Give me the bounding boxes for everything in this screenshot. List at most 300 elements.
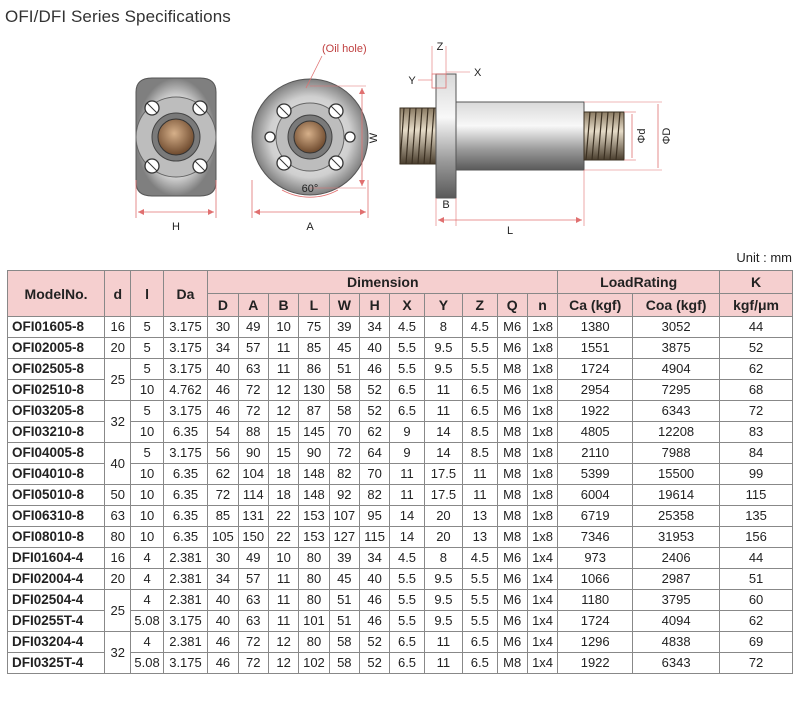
- table-row: [8, 317, 793, 338]
- header-ca: Ca (kgf): [558, 294, 633, 317]
- cell-dim: M6: [497, 632, 527, 653]
- cell-dim: 46: [359, 590, 389, 611]
- header-da: Da: [163, 271, 208, 317]
- cell-dim: 34: [208, 338, 238, 359]
- cell-dim: 80: [299, 569, 329, 590]
- cell-ca: 1296: [558, 632, 633, 653]
- cell-dim: 1x4: [527, 569, 557, 590]
- cell-k: 60: [720, 590, 793, 611]
- cell-dim: 10: [268, 317, 298, 338]
- cell-d: 32: [105, 632, 131, 674]
- cell-coa: 7988: [633, 443, 720, 464]
- cell-dim: 46: [359, 611, 389, 632]
- cell-l: 5.08: [131, 611, 163, 632]
- cell-dim: 148: [299, 485, 329, 506]
- cell-dim: 102: [299, 653, 329, 674]
- cell-ca: 1724: [558, 611, 633, 632]
- cell-dim: 17.5: [424, 464, 462, 485]
- cell-da: 6.35: [163, 422, 208, 443]
- cell-dim: 6.5: [390, 380, 424, 401]
- cell-dim: 54: [208, 422, 238, 443]
- cell-dim: 1x8: [527, 380, 557, 401]
- cell-dim: 5.5: [390, 590, 424, 611]
- cell-dim: 90: [299, 443, 329, 464]
- header-model: ModelNo.: [8, 271, 105, 317]
- cell-dim: M8: [497, 506, 527, 527]
- cell-dim: 40: [359, 569, 389, 590]
- cell-dim: 13: [463, 506, 497, 527]
- cell-k: 62: [720, 611, 793, 632]
- cell-d: 25: [105, 590, 131, 632]
- cell-dim: 1x8: [527, 464, 557, 485]
- header-dim-q: Q: [497, 294, 527, 317]
- cell-coa: 4904: [633, 359, 720, 380]
- side-profile-view: [400, 41, 673, 237]
- table-row: [8, 401, 793, 422]
- cell-dim: 6.5: [463, 653, 497, 674]
- cell-dim: 22: [268, 506, 298, 527]
- cell-dim: 14: [424, 443, 462, 464]
- flange-view-round: [252, 43, 380, 233]
- cell-d: 25: [105, 359, 131, 401]
- cell-k: 69: [720, 632, 793, 653]
- cell-model: OFI03205-8: [8, 401, 105, 422]
- cell-dim: 1x8: [527, 422, 557, 443]
- cell-dim: 11: [463, 485, 497, 506]
- cell-dim: 30: [208, 548, 238, 569]
- cell-coa: 25358: [633, 506, 720, 527]
- cell-k: 72: [720, 653, 793, 674]
- cell-k: 51: [720, 569, 793, 590]
- oil-hole-label: (Oil hole): [322, 43, 367, 55]
- cell-dim: 1x8: [527, 527, 557, 548]
- cell-d: 63: [105, 506, 131, 527]
- cell-dim: 14: [424, 422, 462, 443]
- cell-coa: 15500: [633, 464, 720, 485]
- cell-dim: 131: [238, 506, 268, 527]
- cell-ca: 1551: [558, 338, 633, 359]
- cell-dim: 20: [424, 527, 462, 548]
- cell-dim: 52: [359, 401, 389, 422]
- cell-dim: 15: [268, 422, 298, 443]
- cell-dim: 4.5: [463, 548, 497, 569]
- header-dim-y: Y: [424, 294, 462, 317]
- cell-dim: 10: [268, 548, 298, 569]
- header-dim-n: n: [527, 294, 557, 317]
- cell-dim: 85: [299, 338, 329, 359]
- cell-ca: 1380: [558, 317, 633, 338]
- cell-model: OFI04005-8: [8, 443, 105, 464]
- header-dimension: Dimension: [208, 271, 558, 294]
- cell-dim: M6: [497, 338, 527, 359]
- cell-dim: 1x8: [527, 443, 557, 464]
- cell-dim: M6: [497, 380, 527, 401]
- cell-k: 135: [720, 506, 793, 527]
- cell-dim: 63: [238, 590, 268, 611]
- cell-dim: 4.5: [390, 317, 424, 338]
- page-title: OFI/DFI Series Specifications: [5, 7, 231, 26]
- header-dim-w: W: [329, 294, 359, 317]
- cell-dim: 72: [329, 443, 359, 464]
- cell-ca: 2954: [558, 380, 633, 401]
- cell-ca: 5399: [558, 464, 633, 485]
- cell-dim: 9.5: [424, 569, 462, 590]
- cell-da: 3.175: [163, 611, 208, 632]
- cell-dim: 70: [359, 464, 389, 485]
- cell-dim: 9: [390, 443, 424, 464]
- cell-model: DFI02004-4: [8, 569, 105, 590]
- cell-dim: 11: [268, 338, 298, 359]
- cell-dim: 6.5: [390, 401, 424, 422]
- cell-coa: 6343: [633, 653, 720, 674]
- cell-dim: 82: [359, 485, 389, 506]
- cell-d: 32: [105, 401, 131, 443]
- cell-dim: M6: [497, 317, 527, 338]
- cell-ca: 7346: [558, 527, 633, 548]
- cell-dim: 80: [299, 548, 329, 569]
- cell-dim: 72: [238, 632, 268, 653]
- cell-dim: 1x8: [527, 506, 557, 527]
- cell-dim: 1x4: [527, 548, 557, 569]
- header-dim-b: B: [268, 294, 298, 317]
- cell-ca: 1180: [558, 590, 633, 611]
- cell-model: OFI02510-8: [8, 380, 105, 401]
- cell-da: 3.175: [163, 401, 208, 422]
- cell-dim: 52: [359, 632, 389, 653]
- cell-dim: 148: [299, 464, 329, 485]
- cell-dim: 34: [359, 317, 389, 338]
- cell-dim: 11: [463, 464, 497, 485]
- cell-dim: 58: [329, 380, 359, 401]
- dim-label-a: A: [306, 221, 314, 233]
- cell-l: 4: [131, 569, 163, 590]
- angle-label: 60°: [301, 183, 319, 195]
- cell-dim: 51: [329, 359, 359, 380]
- cell-dim: 1x4: [527, 653, 557, 674]
- table-row: [8, 443, 793, 464]
- cell-l: 10: [131, 380, 163, 401]
- cell-dim: 11: [268, 359, 298, 380]
- cell-dim: 57: [238, 569, 268, 590]
- cell-dim: 39: [329, 317, 359, 338]
- cell-dim: 82: [329, 464, 359, 485]
- header-dim-d: D: [208, 294, 238, 317]
- cell-dim: 11: [424, 380, 462, 401]
- cell-l: 5.08: [131, 653, 163, 674]
- cell-dim: 45: [329, 569, 359, 590]
- cell-dim: 58: [329, 653, 359, 674]
- spec-table: [7, 270, 793, 674]
- cell-dim: M6: [497, 548, 527, 569]
- cell-dim: 11: [268, 611, 298, 632]
- cell-d: 16: [105, 548, 131, 569]
- dim-label-dd: Φd: [636, 128, 648, 144]
- cell-l: 4: [131, 548, 163, 569]
- cell-ca: 1724: [558, 359, 633, 380]
- cell-coa: 12208: [633, 422, 720, 443]
- table-row: [8, 485, 793, 506]
- cell-dim: 22: [268, 527, 298, 548]
- cell-coa: 3052: [633, 317, 720, 338]
- spec-table-body: [8, 317, 793, 674]
- cell-dim: 6.5: [390, 632, 424, 653]
- dim-label-w: W: [368, 132, 380, 144]
- cell-d: 80: [105, 527, 131, 548]
- cell-model: OFI02005-8: [8, 338, 105, 359]
- cell-dim: M8: [497, 359, 527, 380]
- header-dim-h: H: [359, 294, 389, 317]
- cell-dim: M8: [497, 527, 527, 548]
- cell-d: 40: [105, 443, 131, 485]
- table-row: [8, 506, 793, 527]
- cell-dim: 11: [424, 632, 462, 653]
- dim-label-l: L: [506, 225, 514, 237]
- header-dim-z: Z: [463, 294, 497, 317]
- cell-model: OFI02505-8: [8, 359, 105, 380]
- cell-dim: 62: [208, 464, 238, 485]
- cell-dim: 5.5: [463, 611, 497, 632]
- table-row: [8, 338, 793, 359]
- cell-coa: 19614: [633, 485, 720, 506]
- cell-dim: 15: [268, 443, 298, 464]
- cell-dim: 18: [268, 464, 298, 485]
- cell-coa: 4838: [633, 632, 720, 653]
- cell-dim: 11: [424, 653, 462, 674]
- cell-model: DFI02504-4: [8, 590, 105, 611]
- header-l: l: [131, 271, 163, 317]
- cell-dim: 11: [268, 569, 298, 590]
- header-coa: Coa (kgf): [633, 294, 720, 317]
- cell-da: 6.35: [163, 527, 208, 548]
- cell-ca: 6004: [558, 485, 633, 506]
- cell-da: 2.381: [163, 569, 208, 590]
- cell-dim: 46: [359, 359, 389, 380]
- cell-dim: 72: [208, 485, 238, 506]
- cell-da: 2.381: [163, 590, 208, 611]
- cell-coa: 3875: [633, 338, 720, 359]
- header-dim-l: L: [299, 294, 329, 317]
- table-row: [8, 569, 793, 590]
- cell-dim: 57: [238, 338, 268, 359]
- cell-dim: 40: [208, 590, 238, 611]
- cell-dim: 9.5: [424, 611, 462, 632]
- cell-d: 20: [105, 338, 131, 359]
- cell-coa: 2987: [633, 569, 720, 590]
- cell-dim: 8: [424, 317, 462, 338]
- cell-dim: 150: [238, 527, 268, 548]
- cell-dim: 8: [424, 548, 462, 569]
- cell-l: 5: [131, 338, 163, 359]
- cell-k: 83: [720, 422, 793, 443]
- cell-dim: 87: [299, 401, 329, 422]
- cell-dim: 5.5: [390, 611, 424, 632]
- cell-da: 6.35: [163, 485, 208, 506]
- cell-coa: 3795: [633, 590, 720, 611]
- header-dim-a: A: [238, 294, 268, 317]
- table-row: [8, 590, 793, 611]
- cell-l: 10: [131, 506, 163, 527]
- cell-dim: 40: [208, 611, 238, 632]
- cell-dim: M6: [497, 569, 527, 590]
- table-row: [8, 632, 793, 653]
- cell-l: 5: [131, 401, 163, 422]
- cell-model: OFI06310-8: [8, 506, 105, 527]
- technical-drawing: [0, 30, 800, 250]
- cell-l: 10: [131, 422, 163, 443]
- cell-dim: 95: [359, 506, 389, 527]
- dim-label-x: X: [474, 67, 482, 79]
- cell-d: 16: [105, 317, 131, 338]
- cell-dim: 5.5: [463, 359, 497, 380]
- cell-dim: 40: [208, 359, 238, 380]
- cell-l: 5: [131, 317, 163, 338]
- cell-model: DFI0255T-4: [8, 611, 105, 632]
- cell-dim: 88: [238, 422, 268, 443]
- cell-dim: 56: [208, 443, 238, 464]
- cell-model: DFI01604-4: [8, 548, 105, 569]
- cell-dim: 107: [329, 506, 359, 527]
- cell-ca: 6719: [558, 506, 633, 527]
- cell-dim: 12: [268, 380, 298, 401]
- cell-k: 68: [720, 380, 793, 401]
- cell-dim: 114: [238, 485, 268, 506]
- cell-dim: M6: [497, 611, 527, 632]
- header-load-rating: LoadRating: [558, 271, 720, 294]
- header-d: d: [105, 271, 131, 317]
- header-k-unit: kgf/μm: [720, 294, 793, 317]
- cell-dim: 75: [299, 317, 329, 338]
- cell-coa: 6343: [633, 401, 720, 422]
- cell-da: 3.175: [163, 317, 208, 338]
- cell-dim: 6.5: [463, 632, 497, 653]
- dim-label-b: B: [442, 199, 450, 211]
- cell-k: 52: [720, 338, 793, 359]
- cell-dim: 104: [238, 464, 268, 485]
- cell-d: 20: [105, 569, 131, 590]
- cell-ca: 4805: [558, 422, 633, 443]
- cell-dim: 49: [238, 317, 268, 338]
- cell-dim: 58: [329, 632, 359, 653]
- cell-dim: 5.5: [390, 338, 424, 359]
- cell-dim: 5.5: [463, 590, 497, 611]
- cell-dim: 12: [268, 632, 298, 653]
- cell-dim: 127: [329, 527, 359, 548]
- cell-ca: 1922: [558, 401, 633, 422]
- unit-label: Unit : mm: [736, 250, 792, 265]
- cell-model: OFI03210-8: [8, 422, 105, 443]
- cell-coa: 2406: [633, 548, 720, 569]
- cell-dim: 11: [268, 590, 298, 611]
- cell-dim: 13: [463, 527, 497, 548]
- cell-dim: 1x8: [527, 359, 557, 380]
- cell-dim: 153: [299, 527, 329, 548]
- table-row: [8, 527, 793, 548]
- cell-dim: 39: [329, 548, 359, 569]
- cell-ca: 1066: [558, 569, 633, 590]
- cell-k: 44: [720, 548, 793, 569]
- cell-l: 5: [131, 443, 163, 464]
- cell-dim: 145: [299, 422, 329, 443]
- cell-k: 156: [720, 527, 793, 548]
- cell-coa: 7295: [633, 380, 720, 401]
- cell-dim: 86: [299, 359, 329, 380]
- cell-dim: 72: [238, 653, 268, 674]
- cell-dim: 34: [359, 548, 389, 569]
- cell-dim: 63: [238, 359, 268, 380]
- cell-dim: 6.5: [463, 401, 497, 422]
- cell-dim: 51: [329, 590, 359, 611]
- dim-label-h: H: [172, 221, 180, 233]
- cell-model: DFI03204-4: [8, 632, 105, 653]
- cell-dim: 80: [299, 632, 329, 653]
- cell-dim: 52: [359, 653, 389, 674]
- cell-model: DFI0325T-4: [8, 653, 105, 674]
- cell-l: 4: [131, 632, 163, 653]
- cell-da: 6.35: [163, 464, 208, 485]
- cell-dim: 52: [359, 380, 389, 401]
- cell-dim: 18: [268, 485, 298, 506]
- cell-model: OFI04010-8: [8, 464, 105, 485]
- cell-dim: M8: [497, 422, 527, 443]
- cell-dim: 5.5: [463, 569, 497, 590]
- cell-dim: 1x4: [527, 611, 557, 632]
- cell-dim: 6.5: [390, 653, 424, 674]
- cell-model: OFI08010-8: [8, 527, 105, 548]
- cell-d: 50: [105, 485, 131, 506]
- cell-da: 3.175: [163, 443, 208, 464]
- cell-dim: 70: [329, 422, 359, 443]
- cell-coa: 31953: [633, 527, 720, 548]
- cell-k: 62: [720, 359, 793, 380]
- cell-l: 4: [131, 590, 163, 611]
- cell-dim: 46: [208, 653, 238, 674]
- cell-dim: 9.5: [424, 338, 462, 359]
- cell-dim: 14: [390, 506, 424, 527]
- cell-dim: 5.5: [463, 338, 497, 359]
- header-k: K: [720, 271, 793, 294]
- cell-dim: 34: [208, 569, 238, 590]
- cell-dim: 9.5: [424, 590, 462, 611]
- cell-model: OFI01605-8: [8, 317, 105, 338]
- cell-dim: 63: [238, 611, 268, 632]
- cell-dim: 62: [359, 422, 389, 443]
- dim-label-big-d: ΦD: [661, 127, 673, 145]
- cell-dim: M8: [497, 464, 527, 485]
- cell-dim: M6: [497, 590, 527, 611]
- cell-coa: 4094: [633, 611, 720, 632]
- cell-dim: 6.5: [463, 380, 497, 401]
- cell-dim: 115: [359, 527, 389, 548]
- cell-dim: 153: [299, 506, 329, 527]
- cell-dim: 1x4: [527, 632, 557, 653]
- cell-dim: 8.5: [463, 422, 497, 443]
- cell-ca: 973: [558, 548, 633, 569]
- dim-label-z: Z: [436, 41, 444, 53]
- cell-l: 5: [131, 359, 163, 380]
- cell-dim: 46: [208, 632, 238, 653]
- cell-dim: 9.5: [424, 359, 462, 380]
- table-row: [8, 359, 793, 380]
- cell-l: 10: [131, 527, 163, 548]
- dim-label-y: Y: [408, 75, 416, 87]
- cell-dim: 1x8: [527, 338, 557, 359]
- cell-da: 2.381: [163, 632, 208, 653]
- cell-k: 44: [720, 317, 793, 338]
- cell-dim: 5.5: [390, 569, 424, 590]
- cell-dim: M8: [497, 485, 527, 506]
- cell-dim: 64: [359, 443, 389, 464]
- cell-da: 3.175: [163, 653, 208, 674]
